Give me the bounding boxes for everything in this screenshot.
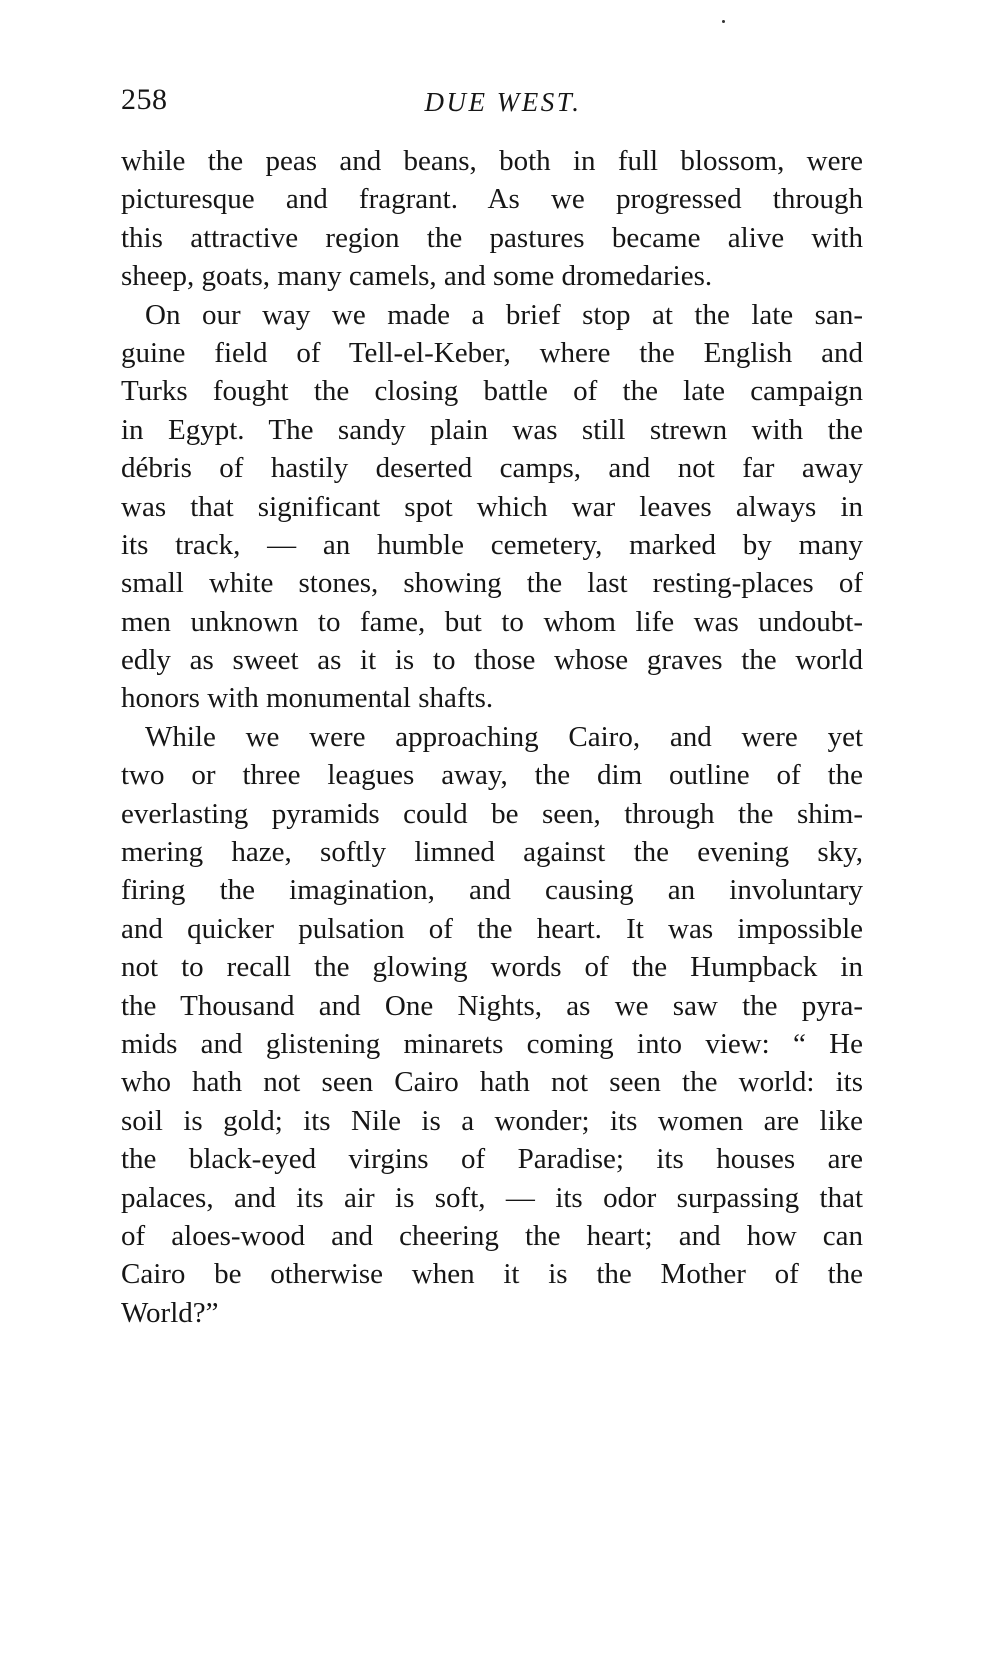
text-line: mering haze, softly limned against the evening sky, [121, 836, 863, 869]
text-line: this attractive region the pastures became alive with [121, 221, 863, 254]
text-line: edly as sweet as it is to those whose graves the world [121, 644, 863, 677]
body-text [121, 142, 863, 1332]
text-line: small white stones, showing the last resting-places of [121, 567, 863, 600]
text-line: palaces, and its air is soft, — its odor surpassing that [121, 1181, 863, 1214]
page-number: 258 [121, 83, 168, 116]
text-line: Turks fought the closing battle of the late campaign [121, 375, 863, 408]
text-line: its track, — an humble cemetery, marked by many [121, 528, 863, 561]
text-line: Cairo be otherwise when it is the Mother of the [121, 1258, 863, 1291]
text-line: and quicker pulsation of the heart. It was impossible [121, 912, 863, 945]
text-line: not to recall the glowing words of the Humpback in [121, 951, 863, 984]
text-line: World?” [121, 1296, 219, 1329]
text-line: On our way we made a brief stop at the late san- [145, 298, 863, 331]
text-line: was that significant spot which war leaves always in [121, 490, 863, 523]
text-line: picturesque and fragrant. As we progressed through [121, 183, 863, 216]
text-line: guine field of Tell-el-Keber, where the English and [121, 336, 863, 369]
running-head: DUE WEST. [424, 87, 582, 117]
text-line: mids and glistening minarets coming into view: “ He [121, 1027, 863, 1060]
print-speck [722, 20, 725, 23]
text-line: in Egypt. The sandy plain was still strewn with the [121, 413, 863, 446]
text-line: sheep, goats, many camels, and some dromedaries. [121, 260, 713, 293]
page-header [121, 82, 863, 122]
text-line: soil is gold; its Nile is a wonder; its women are like [121, 1104, 863, 1137]
text-line: honors with monumental shafts. [121, 682, 494, 715]
text-line: of aloes-wood and cheering the heart; and how can [121, 1219, 863, 1252]
text-line: two or three leagues away, the dim outline of the [121, 759, 863, 792]
text-line: who hath not seen Cairo hath not seen the world: its [121, 1066, 863, 1099]
text-line: men unknown to fame, but to whom life was undoubt- [121, 605, 863, 638]
text-line: débris of hastily deserted camps, and not far away [121, 452, 863, 485]
text-line: the black-eyed virgins of Paradise; its houses are [121, 1143, 863, 1176]
text-line: everlasting pyramids could be seen, through the shim- [121, 797, 863, 830]
text-line: firing the imagination, and causing an involuntary [121, 874, 863, 907]
text-line: while the peas and beans, both in full blossom, were [121, 145, 863, 177]
text-line: While we were approaching Cairo, and were yet [145, 720, 863, 753]
text-line: the Thousand and One Nights, as we saw the pyra- [121, 989, 863, 1022]
